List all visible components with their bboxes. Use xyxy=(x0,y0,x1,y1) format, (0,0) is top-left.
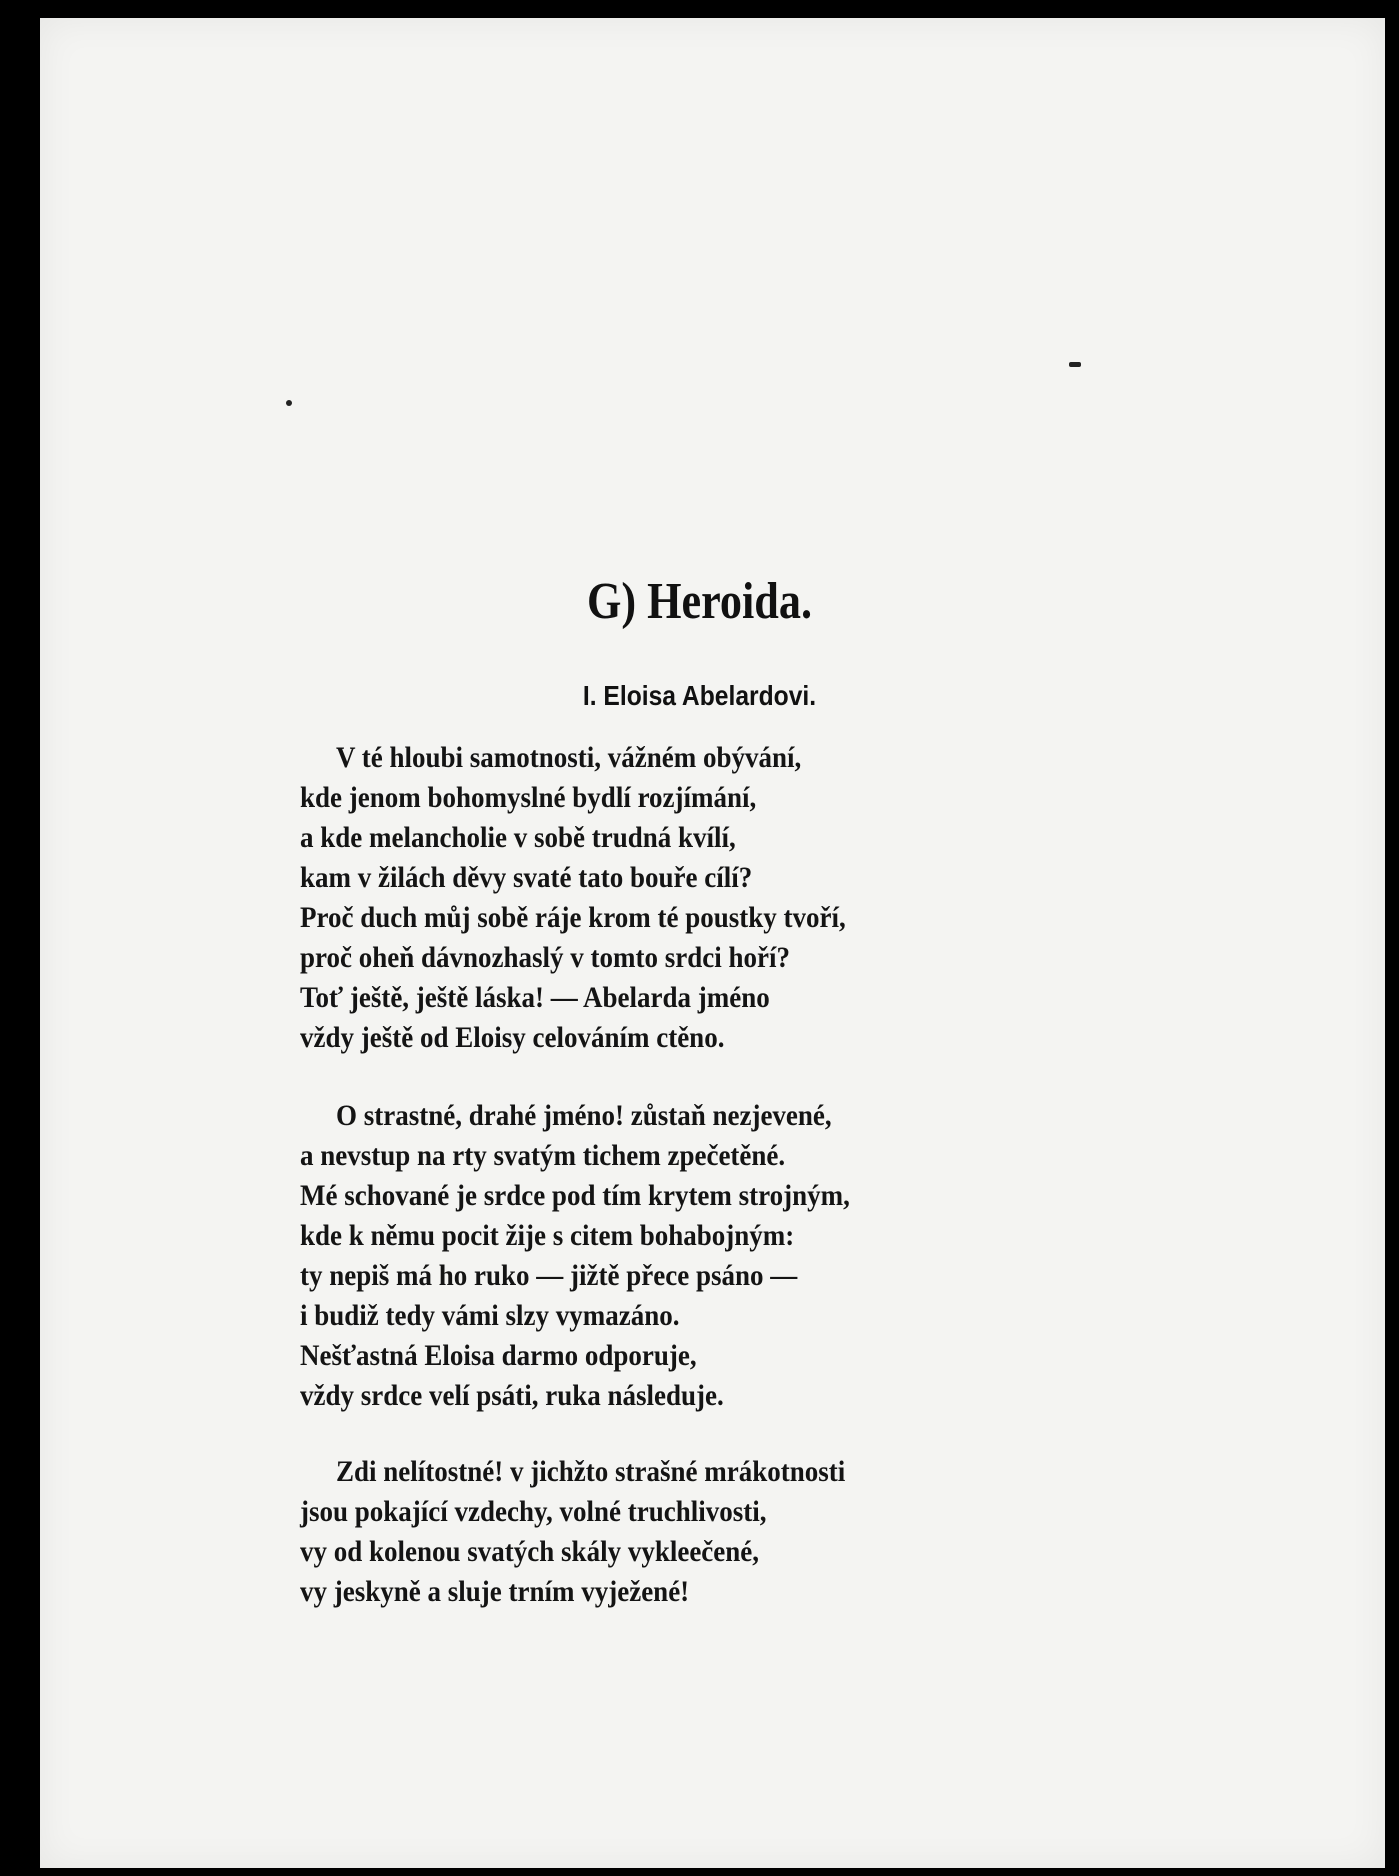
poem-line: ty nepiš má ho ruko — jižtě přece psáno — xyxy=(300,1259,798,1292)
poem-line: Mé schované je srdce pod tím krytem strojným, xyxy=(300,1179,850,1212)
poem-line: vždy ještě od Eloisy celováním ctěno. xyxy=(300,1021,725,1054)
poem-line: V té hloubi samotnosti, vážném obývání, xyxy=(336,741,802,774)
poem-line: vy jeskyně a sluje trním vyježené! xyxy=(300,1575,690,1608)
poem-line: kde jenom bohomyslné bydlí rozjímání, xyxy=(300,781,757,814)
stanza-1 xyxy=(300,738,1100,1058)
poem-line: Proč duch můj sobě ráje krom té poustky tvoří, xyxy=(300,901,846,934)
poem-line: a kde melancholie v sobě trudná kvílí, xyxy=(300,821,736,854)
poem-line: kam v žilách děvy svaté tato bouře cílí? xyxy=(300,861,753,894)
section-heading: G) Heroida. xyxy=(586,573,813,630)
poem-line: Zdi nelítostné! v jichžto strašné mrákotnosti xyxy=(336,1455,846,1488)
poem-line: kde k němu pocit žije s citem bohabojným: xyxy=(300,1219,795,1252)
poem-title: I. Eloisa Abelardovi. xyxy=(582,680,817,711)
poem-line: i budiž tedy vámi slzy vymazáno. xyxy=(300,1299,680,1332)
poem-line: Toť ještě, ještě láska! — Abelarda jméno xyxy=(300,981,770,1014)
poem-line: a nevstup na rty svatým tichem zpečetěné. xyxy=(300,1139,786,1172)
poem-line: Nešťastná Eloisa darmo odporuje, xyxy=(300,1339,697,1372)
poem-line: proč oheň dávnozhaslý v tomto srdci hoří? xyxy=(300,941,791,974)
poem-line: vždy srdce velí psáti, ruka následuje. xyxy=(300,1379,724,1412)
stanza-3 xyxy=(300,1452,1100,1612)
poem-line: O strastné, drahé jméno! zůstaň nezjevené, xyxy=(336,1099,832,1132)
poem-line: vy od kolenou svatých skály vykleečené, xyxy=(300,1535,760,1568)
poem-line: jsou pokající vzdechy, volné truchlivosti, xyxy=(300,1495,767,1528)
stanza-2 xyxy=(300,1096,1100,1416)
